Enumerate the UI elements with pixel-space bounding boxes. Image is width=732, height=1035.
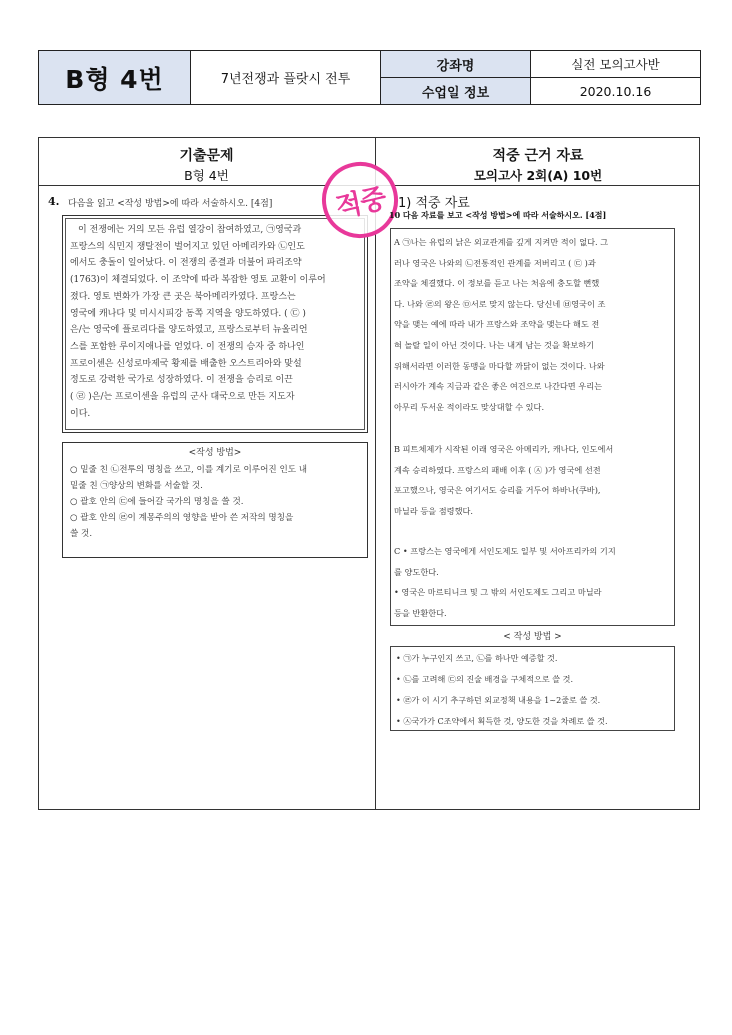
source-line: • 영국은 마르티니크 및 그 밖의 서인도제도 그리고 마닐라: [394, 587, 602, 598]
source-line: 러시아가 계속 지금과 같은 좋은 여건으로 나간다면 우리는: [394, 381, 603, 392]
right-column-subheading: 모의고사 2회(A) 10번: [473, 168, 603, 183]
source-line: 약을 맺는 예에 따라 내가 프랑스와 조약을 맺는다 해도 전: [394, 319, 600, 330]
method-item: 밑줄 친 ㉠양상의 변화를 서술할 것.: [70, 481, 203, 491]
passage-line: 프로이센은 신성로마제국 황제를 배출한 오스트리아와 맞설: [70, 358, 302, 369]
question-instruction: 다음을 읽고 <작성 방법>에 따라 서술하시오. [4점]: [68, 199, 273, 209]
source-line: 조약을 체결했다. 이 정보를 듣고 나는 처음에 충도할 뻔했: [394, 278, 600, 289]
passage-line: 스를 포함한 루이지애나를 얻었다. 이 전쟁의 승자 중 하나인: [70, 341, 305, 352]
source-line: C • 프랑스는 영국에게 서인도제도 일부 및 서아프리카의 기지: [394, 546, 616, 556]
source-line: A ㉠나는 유럽의 낡은 외교관계를 깊게 지켜만 적이 없다. 그: [394, 237, 609, 247]
source-block-c: [394, 541, 674, 623]
source-method-title: < 작성 방법 >: [503, 632, 562, 642]
passage-line: 이 전쟁에는 거의 모든 유럽 열강이 참여하였고, ㉠영국과: [78, 225, 302, 235]
question-topic: 7년전쟁과 플랏시 전투: [191, 51, 381, 105]
passage-line: 은/는 영국에 플로리다를 양도하였고, 프랑스로부터 뉴올리언: [70, 325, 308, 336]
passage-line: 영국에 캐나다 및 미시시피강 동쪽 지역을 양도하였다. ( ㉢ ): [70, 308, 306, 319]
source-block-b: [394, 439, 674, 521]
method-item: • ㉠가 누구인지 쓰고, ㉡를 하나만 예증할 것.: [396, 653, 558, 663]
passage-line: 에서도 충돌이 일어났다. 이 전쟁의 종결과 더불어 파리조약: [70, 258, 302, 269]
right-column-heading: 적중 근거 자료: [492, 148, 584, 164]
source-line: 러나 영국은 나와의 ㉡전통적인 관계를 저버리고 ( ㉢ )과: [394, 257, 596, 268]
method-item: • ㉦국가가 C조약에서 획득한 것, 양도한 것을 차례로 쓸 것.: [396, 716, 608, 726]
source-line: 등을 반환한다.: [394, 607, 447, 618]
source-line: 계속 승리하였다. 프랑스의 패배 이후 ( ㉦ )가 영국에 선전: [394, 464, 601, 475]
method-item: • ㉣가 이 시기 추구하던 외교정책 내용을 1~2줄로 쓸 것.: [396, 695, 601, 705]
info-header-table: [38, 50, 701, 105]
course-value: 실전 모의고사반: [531, 51, 701, 78]
section-title: 1) 적중 자료: [398, 196, 470, 211]
passage-line: 졌다. 영토 변화가 가장 큰 곳은 북아메리카였다. 프랑스는: [70, 291, 296, 302]
date-value: 2020.10.16: [531, 78, 701, 105]
writing-method-list: [70, 462, 366, 542]
source-method-list: [396, 648, 672, 732]
passage-line: ( ㉣ )은/는 프로이센을 유럽의 군사 대국으로 만든 지도자: [70, 392, 295, 403]
source-line: B 피트체제가 시작된 이래 영국은 아메리카, 캐나다, 인도에서: [394, 444, 614, 454]
source-block-a: [394, 232, 674, 417]
passage-line: 이다.: [70, 408, 91, 419]
method-item: ○ 괄호 안의 ㉣이 계몽주의의 영향을 받아 쓴 저작의 명칭을: [70, 513, 294, 523]
hit-stamp-text: 적중: [332, 182, 389, 224]
left-column-heading: 기출문제: [179, 148, 234, 164]
passage-text: [70, 222, 366, 422]
column-divider: [375, 137, 376, 810]
source-line: 다. 나와 ㉣의 왕은 ㉤서로 맞지 않는다. 당신네 ㉥영국이 조: [394, 298, 606, 309]
passage-line: 정도로 강력한 국가로 성장하였다. 이 전쟁을 승리로 이끈: [70, 375, 293, 386]
source-line: 를 양도한다.: [394, 566, 439, 577]
passage-line: (1763)이 체결되었다. 이 조약에 따라 복잡한 영토 교환이 이루어: [70, 275, 326, 286]
source-line: 위해서라면 이러한 동맹을 마다할 까닭이 없는 것이다. 나와: [394, 360, 605, 371]
question-title: B형 4번: [39, 51, 191, 105]
method-item: 쓸 것.: [70, 529, 93, 539]
source-line: 아무리 두서운 적이라도 맞상대할 수 있다.: [394, 401, 545, 412]
writing-method-title: <작성 방법>: [188, 448, 242, 458]
date-label: 수업일 정보: [381, 78, 531, 105]
source-question-instruction: 10 다음 자료를 보고 <작성 방법>에 따라 서술하시오. [4점]: [389, 210, 607, 220]
passage-line: 프랑스의 식민지 쟁탈전이 벌어지고 있던 아메리카와 ㉡인도: [70, 241, 305, 252]
method-item: ○ 괄호 안의 ㉢에 들어갈 국가의 명칭을 쓸 것.: [70, 497, 244, 507]
method-item: • ㉡를 고려해 ㉢의 진술 배경을 구체적으로 쓸 것.: [396, 674, 574, 684]
question-number: 4.: [48, 195, 60, 208]
source-line: 마닐라 등을 점령했다.: [394, 505, 473, 516]
left-column-subheading: B형 4번: [184, 168, 229, 183]
course-label: 강좌명: [381, 51, 531, 78]
source-line: 혀 놀랄 일이 아닌 것이다. 나는 내게 남는 것을 확보하기: [394, 339, 595, 350]
source-line: 포고했으나, 영국은 여기서도 승리를 거두어 하바나(쿠바),: [394, 485, 601, 496]
method-item: ○ 밑줄 친 ㉡전투의 명칭을 쓰고, 이를 계기로 이루어진 인도 내: [70, 465, 308, 475]
